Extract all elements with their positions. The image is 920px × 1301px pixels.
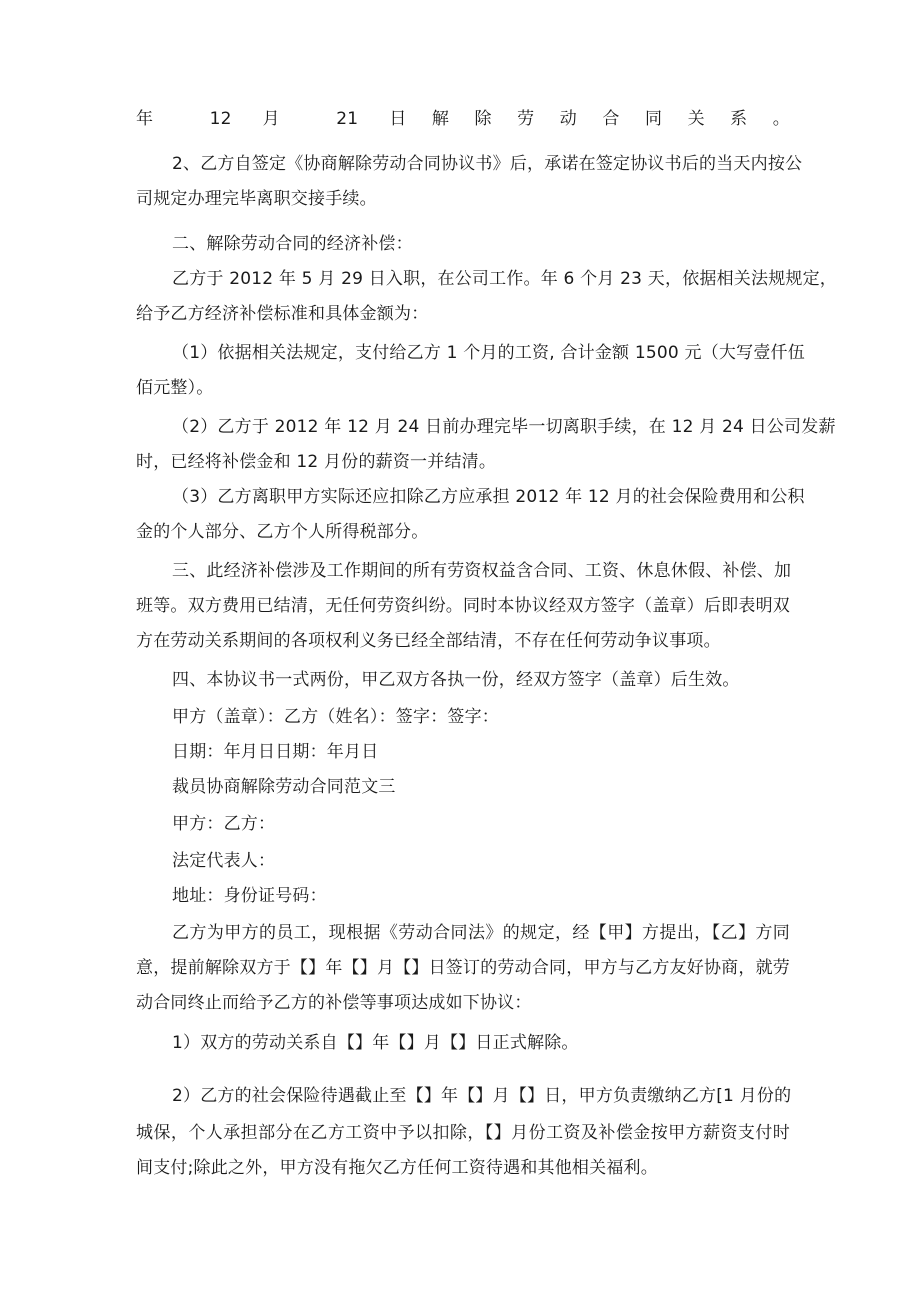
list-item: 1）双方的劳动关系自【】年【】月【】日正式解除。 bbox=[172, 1033, 579, 1053]
paragraph-line: 方在劳动关系期间的各项权利义务已经全部结清，不存在任何劳动争议事项。 bbox=[136, 631, 721, 651]
paragraph-line: （3）乙方离职甲方实际还应扣除乙方应承担 2012 年 12 月的社会保险费用和公积 bbox=[172, 487, 805, 507]
paragraph-line: 动合同终止而给予乙方的补偿等事项达成如下协议： bbox=[136, 993, 532, 1013]
paragraph-line: 金的个人部分、乙方个人所得税部分。 bbox=[136, 522, 429, 542]
signature-line: 甲方（盖章）：乙方（姓名）：签字：签字： bbox=[172, 707, 499, 727]
paragraph-line: 意，提前解除双方于【】年【】月【】日签订的劳动合同，甲方与乙方友好协商，就劳 bbox=[136, 958, 790, 978]
paragraph-line: 2、乙方自签定《协商解除劳动合同协议书》后，承诺在签定协议书后的当天内按公 bbox=[172, 154, 803, 174]
paragraph-line: 间支付;除此之外，甲方没有拖欠乙方任何工资待遇和其他相关福利。 bbox=[136, 1158, 658, 1178]
paragraph-line: （1）依据相关法规定，支付给乙方 1 个月的工资, 合计金额 1500 元（大写壹仟伍 bbox=[172, 343, 805, 363]
paragraph-line: 三、此经济补偿涉及工作期间的所有劳资权益含合同、工资、休息休假、补偿、加 bbox=[172, 561, 792, 581]
paragraph-line: 年 12 月 21 日解除劳动合同关系。 bbox=[136, 109, 790, 129]
date-line: 日期：年月日日期：年月日 bbox=[172, 742, 379, 762]
paragraph-line: 佰元整）。 bbox=[136, 378, 214, 398]
paragraph-line: 城保，个人承担部分在乙方工资中予以扣除，【】月份工资及补偿金按甲方薪资支付时 bbox=[136, 1123, 790, 1143]
paragraph-line: 乙方为甲方的员工，现根据《劳动合同法》的规定，经【甲】方提出，【乙】方同 bbox=[172, 923, 790, 943]
party-line: 甲方：乙方： bbox=[172, 814, 276, 834]
list-item: 2）乙方的社会保险待遇截止至【】年【】月【】日，甲方负责缴纳乙方[1 月份的 bbox=[172, 1086, 792, 1106]
paragraph-line: 给予乙方经济补偿标准和具体金额为： bbox=[136, 304, 429, 324]
paragraph-line: 四、本协议书一式两份，甲乙双方各执一份，经双方签字（盖章）后生效。 bbox=[172, 670, 740, 690]
paragraph-line: 时，已经将补偿金和 12 月份的薪资一并结清。 bbox=[136, 452, 497, 472]
section-heading: 二、解除劳动合同的经济补偿： bbox=[172, 234, 413, 254]
paragraph-line: 班等。双方费用已结清，无任何劳资纠纷。同时本协议经双方签字（盖章）后即表明双 bbox=[136, 596, 790, 616]
paragraph-line: （2）乙方于 2012 年 12 月 24 日前办理完毕一切离职手续，在 12 月 24 日公司发薪 bbox=[172, 417, 836, 437]
paragraph-line: 乙方于 2012 年 5 月 29 日入职，在公司工作。年 6 个月 23 天，依据相关法规规定， bbox=[172, 269, 837, 289]
paragraph-line: 司规定办理完毕离职交接手续。 bbox=[136, 189, 377, 209]
representative-line: 法定代表人： bbox=[172, 851, 276, 871]
address-line: 地址：身份证号码： bbox=[172, 886, 327, 906]
section-title: 裁员协商解除劳动合同范文三 bbox=[172, 777, 396, 797]
